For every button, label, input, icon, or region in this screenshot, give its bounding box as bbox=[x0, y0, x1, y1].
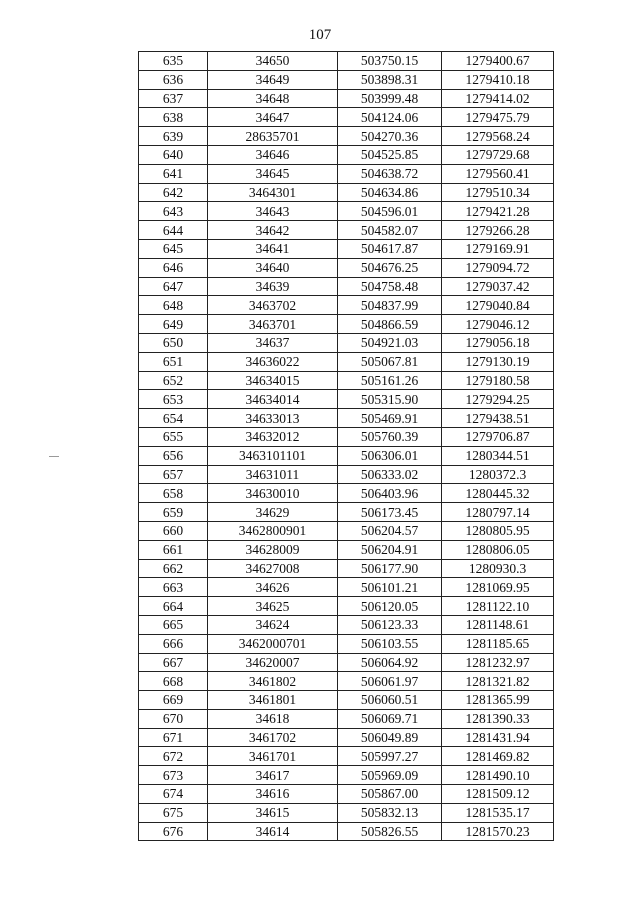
row-number-cell: 662 bbox=[139, 559, 208, 578]
y-coordinate-cell: 1281490.10 bbox=[442, 766, 554, 785]
point-id-cell: 34645 bbox=[208, 164, 338, 183]
table-row bbox=[139, 371, 554, 390]
x-coordinate-cell: 504866.59 bbox=[338, 315, 442, 334]
row-number-cell: 671 bbox=[139, 728, 208, 747]
point-id-cell: 34646 bbox=[208, 145, 338, 164]
table-row bbox=[139, 540, 554, 559]
x-coordinate-cell: 506069.71 bbox=[338, 709, 442, 728]
row-number-cell: 675 bbox=[139, 803, 208, 822]
point-id-cell: 34624 bbox=[208, 615, 338, 634]
point-id-cell: 34633013 bbox=[208, 409, 338, 428]
table-row bbox=[139, 352, 554, 371]
x-coordinate-cell: 505067.81 bbox=[338, 352, 442, 371]
table-row bbox=[139, 822, 554, 841]
point-id-cell: 34639 bbox=[208, 277, 338, 296]
x-coordinate-cell: 506204.57 bbox=[338, 521, 442, 540]
table-row bbox=[139, 108, 554, 127]
y-coordinate-cell: 1281148.61 bbox=[442, 615, 554, 634]
point-id-cell: 34614 bbox=[208, 822, 338, 841]
row-number-cell: 674 bbox=[139, 785, 208, 804]
point-id-cell: 34634015 bbox=[208, 371, 338, 390]
point-id-cell: 34631011 bbox=[208, 465, 338, 484]
x-coordinate-cell: 504921.03 bbox=[338, 333, 442, 352]
row-number-cell: 652 bbox=[139, 371, 208, 390]
row-number-cell: 646 bbox=[139, 258, 208, 277]
y-coordinate-cell: 1281570.23 bbox=[442, 822, 554, 841]
table-row bbox=[139, 52, 554, 71]
point-id-cell: 3461702 bbox=[208, 728, 338, 747]
x-coordinate-cell: 506173.45 bbox=[338, 503, 442, 522]
y-coordinate-cell: 1279438.51 bbox=[442, 409, 554, 428]
point-id-cell: 34641 bbox=[208, 239, 338, 258]
y-coordinate-cell: 1281431.94 bbox=[442, 728, 554, 747]
point-id-cell: 34625 bbox=[208, 597, 338, 616]
table-row bbox=[139, 315, 554, 334]
point-id-cell: 34642 bbox=[208, 221, 338, 240]
y-coordinate-cell: 1279560.41 bbox=[442, 164, 554, 183]
x-coordinate-cell: 505867.00 bbox=[338, 785, 442, 804]
x-coordinate-cell: 506123.33 bbox=[338, 615, 442, 634]
point-id-cell: 3464301 bbox=[208, 183, 338, 202]
point-id-cell: 34626 bbox=[208, 578, 338, 597]
y-coordinate-cell: 1280445.32 bbox=[442, 484, 554, 503]
y-coordinate-cell: 1279568.24 bbox=[442, 127, 554, 146]
x-coordinate-cell: 506101.21 bbox=[338, 578, 442, 597]
table-row bbox=[139, 221, 554, 240]
row-number-cell: 657 bbox=[139, 465, 208, 484]
margin-mark bbox=[49, 456, 59, 457]
row-number-cell: 659 bbox=[139, 503, 208, 522]
row-number-cell: 658 bbox=[139, 484, 208, 503]
y-coordinate-cell: 1281509.12 bbox=[442, 785, 554, 804]
x-coordinate-cell: 503750.15 bbox=[338, 52, 442, 71]
x-coordinate-cell: 506049.89 bbox=[338, 728, 442, 747]
point-id-cell: 34634014 bbox=[208, 390, 338, 409]
row-number-cell: 651 bbox=[139, 352, 208, 371]
table-row bbox=[139, 653, 554, 672]
point-id-cell: 34636022 bbox=[208, 352, 338, 371]
row-number-cell: 653 bbox=[139, 390, 208, 409]
y-coordinate-cell: 1280930.3 bbox=[442, 559, 554, 578]
y-coordinate-cell: 1281321.82 bbox=[442, 672, 554, 691]
table-row bbox=[139, 390, 554, 409]
y-coordinate-cell: 1281185.65 bbox=[442, 634, 554, 653]
row-number-cell: 637 bbox=[139, 89, 208, 108]
y-coordinate-cell: 1279410.18 bbox=[442, 70, 554, 89]
x-coordinate-cell: 504837.99 bbox=[338, 296, 442, 315]
row-number-cell: 670 bbox=[139, 709, 208, 728]
table-row bbox=[139, 239, 554, 258]
point-id-cell: 3463101101 bbox=[208, 446, 338, 465]
y-coordinate-cell: 1281232.97 bbox=[442, 653, 554, 672]
row-number-cell: 655 bbox=[139, 427, 208, 446]
table-row bbox=[139, 785, 554, 804]
y-coordinate-cell: 1279169.91 bbox=[442, 239, 554, 258]
table-row bbox=[139, 277, 554, 296]
y-coordinate-cell: 1279180.58 bbox=[442, 371, 554, 390]
point-id-cell: 34628009 bbox=[208, 540, 338, 559]
point-id-cell: 34632012 bbox=[208, 427, 338, 446]
row-number-cell: 663 bbox=[139, 578, 208, 597]
x-coordinate-cell: 506061.97 bbox=[338, 672, 442, 691]
table-row bbox=[139, 766, 554, 785]
y-coordinate-cell: 1279130.19 bbox=[442, 352, 554, 371]
point-id-cell: 34650 bbox=[208, 52, 338, 71]
row-number-cell: 636 bbox=[139, 70, 208, 89]
point-id-cell: 34637 bbox=[208, 333, 338, 352]
y-coordinate-cell: 1279046.12 bbox=[442, 315, 554, 334]
table-row bbox=[139, 409, 554, 428]
point-id-cell: 34640 bbox=[208, 258, 338, 277]
x-coordinate-cell: 505832.13 bbox=[338, 803, 442, 822]
x-coordinate-cell: 504638.72 bbox=[338, 164, 442, 183]
x-coordinate-cell: 506120.05 bbox=[338, 597, 442, 616]
x-coordinate-cell: 506204.91 bbox=[338, 540, 442, 559]
y-coordinate-cell: 1281069.95 bbox=[442, 578, 554, 597]
row-number-cell: 665 bbox=[139, 615, 208, 634]
row-number-cell: 673 bbox=[139, 766, 208, 785]
y-coordinate-cell: 1279421.28 bbox=[442, 202, 554, 221]
x-coordinate-cell: 505760.39 bbox=[338, 427, 442, 446]
y-coordinate-cell: 1279040.84 bbox=[442, 296, 554, 315]
point-id-cell: 3463701 bbox=[208, 315, 338, 334]
x-coordinate-cell: 505315.90 bbox=[338, 390, 442, 409]
row-number-cell: 661 bbox=[139, 540, 208, 559]
x-coordinate-cell: 506064.92 bbox=[338, 653, 442, 672]
table-row bbox=[139, 691, 554, 710]
table-row bbox=[139, 634, 554, 653]
coordinates-table bbox=[138, 51, 554, 841]
row-number-cell: 648 bbox=[139, 296, 208, 315]
table-row bbox=[139, 521, 554, 540]
row-number-cell: 643 bbox=[139, 202, 208, 221]
row-number-cell: 644 bbox=[139, 221, 208, 240]
table-row bbox=[139, 484, 554, 503]
table-row bbox=[139, 728, 554, 747]
table-row bbox=[139, 578, 554, 597]
table-row bbox=[139, 70, 554, 89]
point-id-cell: 34627008 bbox=[208, 559, 338, 578]
y-coordinate-cell: 1280797.14 bbox=[442, 503, 554, 522]
row-number-cell: 640 bbox=[139, 145, 208, 164]
y-coordinate-cell: 1280806.05 bbox=[442, 540, 554, 559]
x-coordinate-cell: 506060.51 bbox=[338, 691, 442, 710]
point-id-cell: 34629 bbox=[208, 503, 338, 522]
point-id-cell: 34615 bbox=[208, 803, 338, 822]
y-coordinate-cell: 1279706.87 bbox=[442, 427, 554, 446]
row-number-cell: 642 bbox=[139, 183, 208, 202]
x-coordinate-cell: 504270.36 bbox=[338, 127, 442, 146]
point-id-cell: 3461801 bbox=[208, 691, 338, 710]
row-number-cell: 656 bbox=[139, 446, 208, 465]
x-coordinate-cell: 506403.96 bbox=[338, 484, 442, 503]
x-coordinate-cell: 504596.01 bbox=[338, 202, 442, 221]
row-number-cell: 639 bbox=[139, 127, 208, 146]
table-row bbox=[139, 89, 554, 108]
x-coordinate-cell: 504525.85 bbox=[338, 145, 442, 164]
row-number-cell: 654 bbox=[139, 409, 208, 428]
x-coordinate-cell: 504676.25 bbox=[338, 258, 442, 277]
x-coordinate-cell: 504124.06 bbox=[338, 108, 442, 127]
y-coordinate-cell: 1279400.67 bbox=[442, 52, 554, 71]
page-number: 107 bbox=[308, 27, 332, 43]
point-id-cell: 3462800901 bbox=[208, 521, 338, 540]
point-id-cell: 34616 bbox=[208, 785, 338, 804]
x-coordinate-cell: 503999.48 bbox=[338, 89, 442, 108]
point-id-cell: 34620007 bbox=[208, 653, 338, 672]
x-coordinate-cell: 506177.90 bbox=[338, 559, 442, 578]
point-id-cell: 3461701 bbox=[208, 747, 338, 766]
y-coordinate-cell: 1279414.02 bbox=[442, 89, 554, 108]
y-coordinate-cell: 1280805.95 bbox=[442, 521, 554, 540]
row-number-cell: 676 bbox=[139, 822, 208, 841]
coordinates-table-body bbox=[139, 52, 554, 841]
table-row bbox=[139, 258, 554, 277]
row-number-cell: 667 bbox=[139, 653, 208, 672]
row-number-cell: 641 bbox=[139, 164, 208, 183]
row-number-cell: 649 bbox=[139, 315, 208, 334]
y-coordinate-cell: 1279729.68 bbox=[442, 145, 554, 164]
y-coordinate-cell: 1279266.28 bbox=[442, 221, 554, 240]
x-coordinate-cell: 505997.27 bbox=[338, 747, 442, 766]
x-coordinate-cell: 505161.26 bbox=[338, 371, 442, 390]
row-number-cell: 669 bbox=[139, 691, 208, 710]
row-number-cell: 650 bbox=[139, 333, 208, 352]
table-row bbox=[139, 333, 554, 352]
point-id-cell: 3461802 bbox=[208, 672, 338, 691]
row-number-cell: 664 bbox=[139, 597, 208, 616]
row-number-cell: 660 bbox=[139, 521, 208, 540]
x-coordinate-cell: 506333.02 bbox=[338, 465, 442, 484]
point-id-cell: 34643 bbox=[208, 202, 338, 221]
table-row bbox=[139, 164, 554, 183]
table-row bbox=[139, 503, 554, 522]
y-coordinate-cell: 1280372.3 bbox=[442, 465, 554, 484]
x-coordinate-cell: 504758.48 bbox=[338, 277, 442, 296]
table-row bbox=[139, 559, 554, 578]
point-id-cell: 34617 bbox=[208, 766, 338, 785]
y-coordinate-cell: 1279056.18 bbox=[442, 333, 554, 352]
table-row bbox=[139, 202, 554, 221]
table-row bbox=[139, 597, 554, 616]
table-row bbox=[139, 615, 554, 634]
row-number-cell: 672 bbox=[139, 747, 208, 766]
table-row bbox=[139, 709, 554, 728]
point-id-cell: 34630010 bbox=[208, 484, 338, 503]
row-number-cell: 635 bbox=[139, 52, 208, 71]
x-coordinate-cell: 504617.87 bbox=[338, 239, 442, 258]
point-id-cell: 34649 bbox=[208, 70, 338, 89]
y-coordinate-cell: 1281469.82 bbox=[442, 747, 554, 766]
row-number-cell: 638 bbox=[139, 108, 208, 127]
y-coordinate-cell: 1280344.51 bbox=[442, 446, 554, 465]
y-coordinate-cell: 1281390.33 bbox=[442, 709, 554, 728]
row-number-cell: 668 bbox=[139, 672, 208, 691]
point-id-cell: 3462000701 bbox=[208, 634, 338, 653]
y-coordinate-cell: 1279094.72 bbox=[442, 258, 554, 277]
y-coordinate-cell: 1281365.99 bbox=[442, 691, 554, 710]
table-row bbox=[139, 747, 554, 766]
x-coordinate-cell: 504634.86 bbox=[338, 183, 442, 202]
x-coordinate-cell: 505969.09 bbox=[338, 766, 442, 785]
x-coordinate-cell: 505826.55 bbox=[338, 822, 442, 841]
table-row bbox=[139, 127, 554, 146]
y-coordinate-cell: 1279294.25 bbox=[442, 390, 554, 409]
row-number-cell: 647 bbox=[139, 277, 208, 296]
table-row bbox=[139, 803, 554, 822]
x-coordinate-cell: 503898.31 bbox=[338, 70, 442, 89]
table-row bbox=[139, 183, 554, 202]
point-id-cell: 28635701 bbox=[208, 127, 338, 146]
point-id-cell: 34618 bbox=[208, 709, 338, 728]
x-coordinate-cell: 504582.07 bbox=[338, 221, 442, 240]
row-number-cell: 645 bbox=[139, 239, 208, 258]
x-coordinate-cell: 506103.55 bbox=[338, 634, 442, 653]
y-coordinate-cell: 1281122.10 bbox=[442, 597, 554, 616]
table-row bbox=[139, 446, 554, 465]
table-row bbox=[139, 145, 554, 164]
y-coordinate-cell: 1279037.42 bbox=[442, 277, 554, 296]
point-id-cell: 3463702 bbox=[208, 296, 338, 315]
table-row bbox=[139, 465, 554, 484]
point-id-cell: 34647 bbox=[208, 108, 338, 127]
y-coordinate-cell: 1279475.79 bbox=[442, 108, 554, 127]
row-number-cell: 666 bbox=[139, 634, 208, 653]
y-coordinate-cell: 1279510.34 bbox=[442, 183, 554, 202]
x-coordinate-cell: 506306.01 bbox=[338, 446, 442, 465]
x-coordinate-cell: 505469.91 bbox=[338, 409, 442, 428]
y-coordinate-cell: 1281535.17 bbox=[442, 803, 554, 822]
table-row bbox=[139, 427, 554, 446]
table-row bbox=[139, 296, 554, 315]
table-row bbox=[139, 672, 554, 691]
point-id-cell: 34648 bbox=[208, 89, 338, 108]
